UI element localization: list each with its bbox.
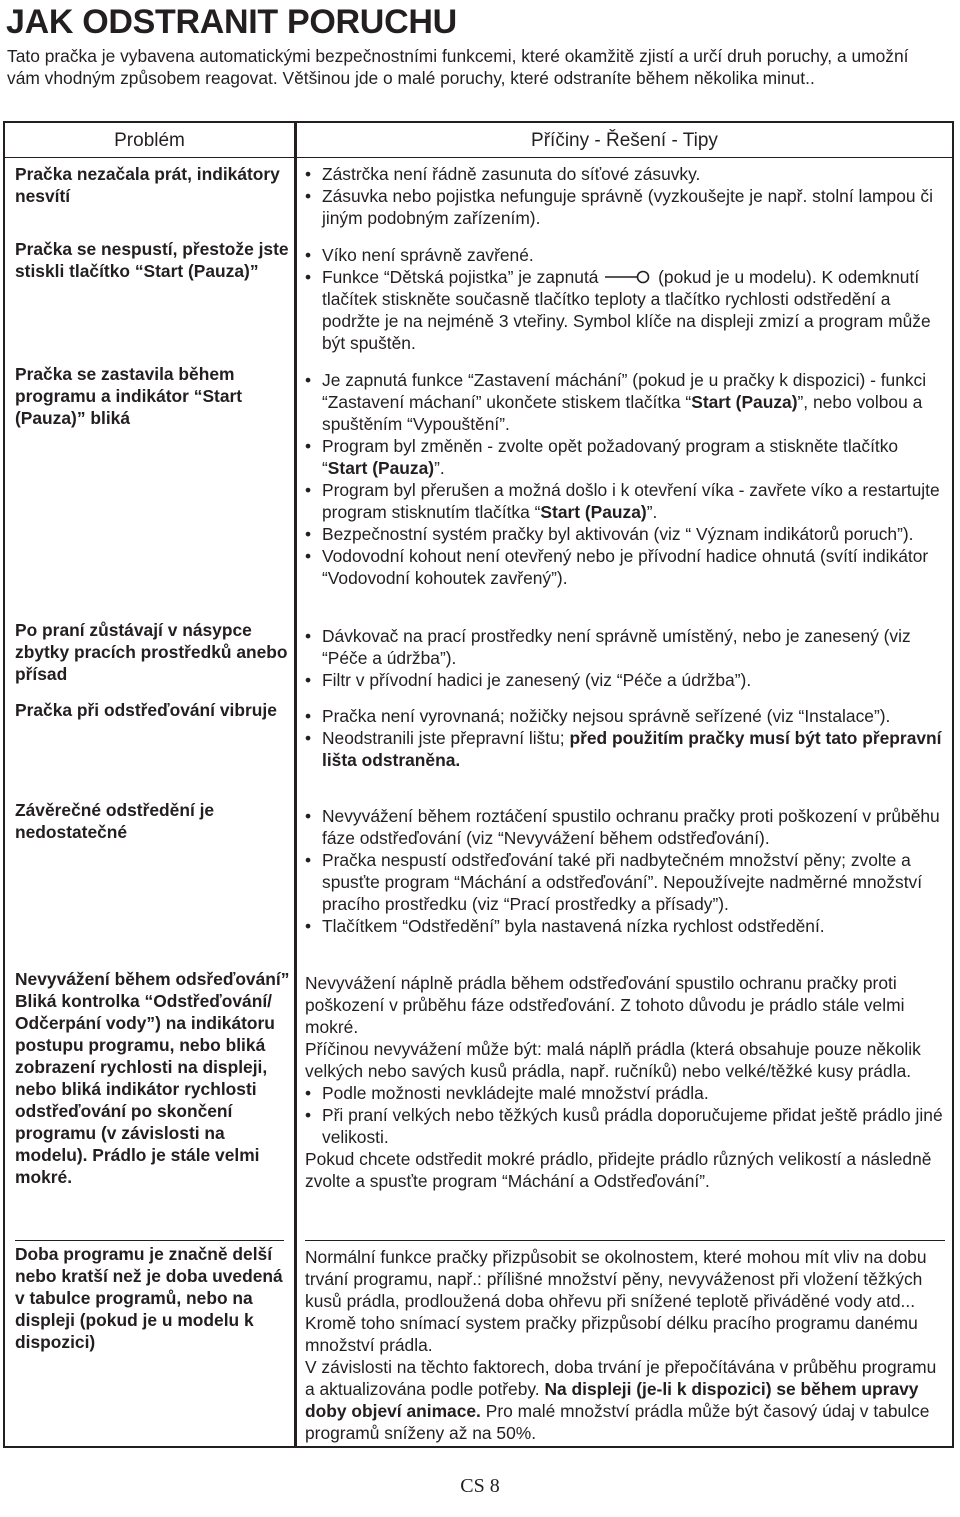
- cause-text: Program byl změněn - zvolte opět požadovaný program a stiskněte tlačítko “: [322, 436, 899, 478]
- causes-3: [305, 369, 945, 589]
- cause-emphasis: Start (Pauza): [691, 392, 798, 412]
- causes-column: [297, 123, 952, 1446]
- cause-item: • Tlačítkem “Odstředění” byla nastavená nízka rychlost odstředění.: [305, 915, 945, 937]
- problem-6: Závěrečné odstředění je nedostatečné: [15, 800, 215, 842]
- cause-text: ”.: [434, 458, 445, 478]
- cause-emphasis: před použitím pračky musí být tato přepravní lišta odstraněna.: [322, 728, 942, 770]
- causes-header: Příčiny - Řešení - Tipy: [531, 130, 718, 151]
- cause-item: [305, 369, 945, 435]
- causes-5: [305, 705, 945, 771]
- cause-text: Normální funkce pračky přizpůsobit se okolnostem, které mohou mít vliv na dobu trvání programu, např.: příliš: [305, 1247, 927, 1289]
- cause-item: • Nevyvážení během roztáčení spustilo ochranu pračky proti poškození v průběhu fáze odstřeďování (viz “Nevyvážení během odstřeďování).: [305, 805, 945, 849]
- problem-8: Doba programu je značně delší nebo kratší než je doba uvedená v tabulce programů, nebo na displeji (pokud je u modelu k dispozici): [15, 1244, 283, 1352]
- cause-emphasis: Start (Pauza): [540, 502, 647, 522]
- header-divider: [5, 157, 294, 158]
- cause-text: né množství pěny, nevyváženost při vložení těžkých kusů prádla, prodloužená doba ohřevu při snížené teplotě přiváděné vody atd... Kromě toho snímací system pračky přizpůsobí délku pracího programu danému množství prádla.: [305, 1269, 923, 1355]
- problem-7: Nevyvážení během odsřeďování” Bliká kontrolka “Odstřeďování/ Odčerpání vody”) na indikátoru postupu programu, nebo bliká zobrazení rychlosti na displeji, nebo bliká indikátor rychlosti odstřeďování po skončení programu (v závislosti na modelu). Prádlo je stále velmi mokré.: [15, 969, 290, 1187]
- cause-paragraph: Příčinou nevyvážení může být: malá náplň prádla (která obsahuje pouze několik velkých nebo savých kusů prádla, např. ručníků) nebo velké/těžké kusy prádla.: [305, 1039, 921, 1081]
- row-divider: [305, 1240, 945, 1241]
- causes-6: [305, 805, 945, 937]
- cause-text: Neodstranili jste přepravní lištu;: [322, 728, 570, 748]
- key-icon: [603, 270, 653, 284]
- cause-item: • Filtr v přívodní hadici je zanesený (viz “Péče a údržba”).: [305, 669, 945, 691]
- cause-text: V závislosti na těchto faktorech, doba trvání je přepočítávána v průběhu programu a aktualizována podle potřeby.: [305, 1357, 937, 1399]
- cause-item: • Bezpečnostní systém pračky byl aktivován (viz “ Význam indikátorů poruch”).: [305, 523, 945, 545]
- cause-item: [305, 727, 945, 771]
- cause-item: • Pračka není vyrovnaná; nožičky nejsou správně seřízené (viz “Instalace”).: [305, 705, 945, 727]
- problem-1: Pračka nezačala prát, indikátory nesvítí: [15, 164, 280, 206]
- cause-emphasis: Start (Pauza): [327, 458, 435, 478]
- causes-1: [305, 163, 945, 229]
- problem-2: Pračka se nespustí, přestože jste stiskli tlačítko “Start (Pauza)”: [15, 239, 289, 281]
- page-number: CS 8: [460, 1475, 500, 1497]
- cause-text: (pokud je u modelu). K odemknutí tlačítek stiskněte současně tlačítko teploty a tlačítko rychlosti odstředění a podržte je na nejméně 3 vteřiny. Symbol klíče na displeji zmizí a program může být spuštěn.: [322, 267, 931, 353]
- problem-column: [5, 123, 294, 1446]
- cause-emphasis: Na displeji (je-li k dispozici) se během upravy doby objeví animace.: [305, 1379, 919, 1421]
- cause-item: • Při praní velkých nebo těžkých kusů prádla doporučujeme přidat ještě prádlo jiné velikosti.: [305, 1104, 945, 1148]
- problem-5: Pračka při odstřeďování vibruje: [15, 700, 277, 720]
- page-title: JAK ODSTRANIT PORUCHU: [6, 3, 457, 41]
- troubleshooting-table: [3, 121, 954, 1448]
- causes-8: [305, 1246, 945, 1444]
- cause-item: • Zástrčka není řádně zasunuta do síťové zásuvky.: [305, 163, 945, 185]
- cause-item: • Zásuvka nebo pojistka nefunguje správně (vyzkoušejte je např. stolní lampou či jiným podobným zařízením).: [305, 185, 945, 229]
- intro-paragraph: Tato pračka je vybavena automatickými bezpečnostními funkcemi, které okamžitě zjistí a určí druh poruchy, a umožní vám vhodným způsobem reagovat. Většinou jde o malé poruchy, které odstraníte během několika minut..: [7, 46, 909, 88]
- problem-3: Pračka se zastavila během programu a indikátor “Start (Pauza)” bliká: [15, 364, 243, 428]
- cause-paragraph: Pokud chcete odstředit mokré prádlo, přidejte prádlo různých velikostí a následně zvolte a spusťte program “Máchání a Odstřeďování”.: [305, 1149, 932, 1191]
- cause-item: • Dávkovač na prací prostředky není správně umístěný, nebo je zanesený (viz “Péče a údržba”).: [305, 625, 945, 669]
- cause-item: [305, 266, 945, 354]
- cause-text: Funkce “Dětská pojistka” je zapnutá: [322, 267, 599, 287]
- cause-item: • Podle možnosti nevkládejte malé množství prádla.: [305, 1082, 945, 1104]
- cause-item: • Víko není správně zavřené.: [305, 244, 945, 266]
- causes-2: [305, 244, 945, 354]
- cause-text: ”.: [646, 502, 658, 522]
- problem-4: Po praní zůstávají v násypce zbytky pracích prostředků anebo přísad: [15, 620, 288, 684]
- cause-item: • Pračka nespustí odstřeďování také při nadbytečném množství pěny; zvolte a spusťte program “Máchání a odstřeďování”. Nepoužívejte nadměrné množství pracího prostředku (viz “Prací prostředky a přísady”).: [305, 849, 945, 915]
- cause-item: [305, 435, 945, 479]
- row-divider: [15, 1240, 284, 1241]
- cause-text: Program byl přerušen a možná došlo i k otevření víka - zavřete víko a restartujte program stisknutím tlačítka “: [322, 480, 940, 522]
- cause-text: Pro malé množství prádla může být časový údaj v tabulce programů sníženy až na 50%.: [305, 1401, 930, 1443]
- cause-text: ”, nebo volbou a spuštěním “Vypouštění”.: [322, 392, 923, 434]
- cause-item: [305, 479, 945, 523]
- cause-paragraph: [305, 1246, 945, 1356]
- cause-paragraph: [305, 1356, 945, 1444]
- causes-4: [305, 625, 945, 691]
- cause-text: Je zapnutá funkce “Zastavení máchání” (pokud je u pračky k dispozici) - funkci “Zastavení máchaní” ukončete stiskem tlačítka “: [322, 370, 927, 412]
- cause-item: • Vodovodní kohout není otevřený nebo je přívodní hadice ohnutá (svítí indikátor “Vodovodní kohoutek zavřený”).: [305, 545, 945, 589]
- header-divider: [297, 157, 952, 158]
- cause-paragraph: Nevyvážení náplně prádla během odstřeďování spustilo ochranu pračky proti poškození v průběhu fáze odstřeďování. Z tohoto důvodu je prádlo stále velmi mokré.: [305, 973, 905, 1037]
- problem-header: Problém: [114, 130, 185, 151]
- causes-7: [305, 972, 945, 1192]
